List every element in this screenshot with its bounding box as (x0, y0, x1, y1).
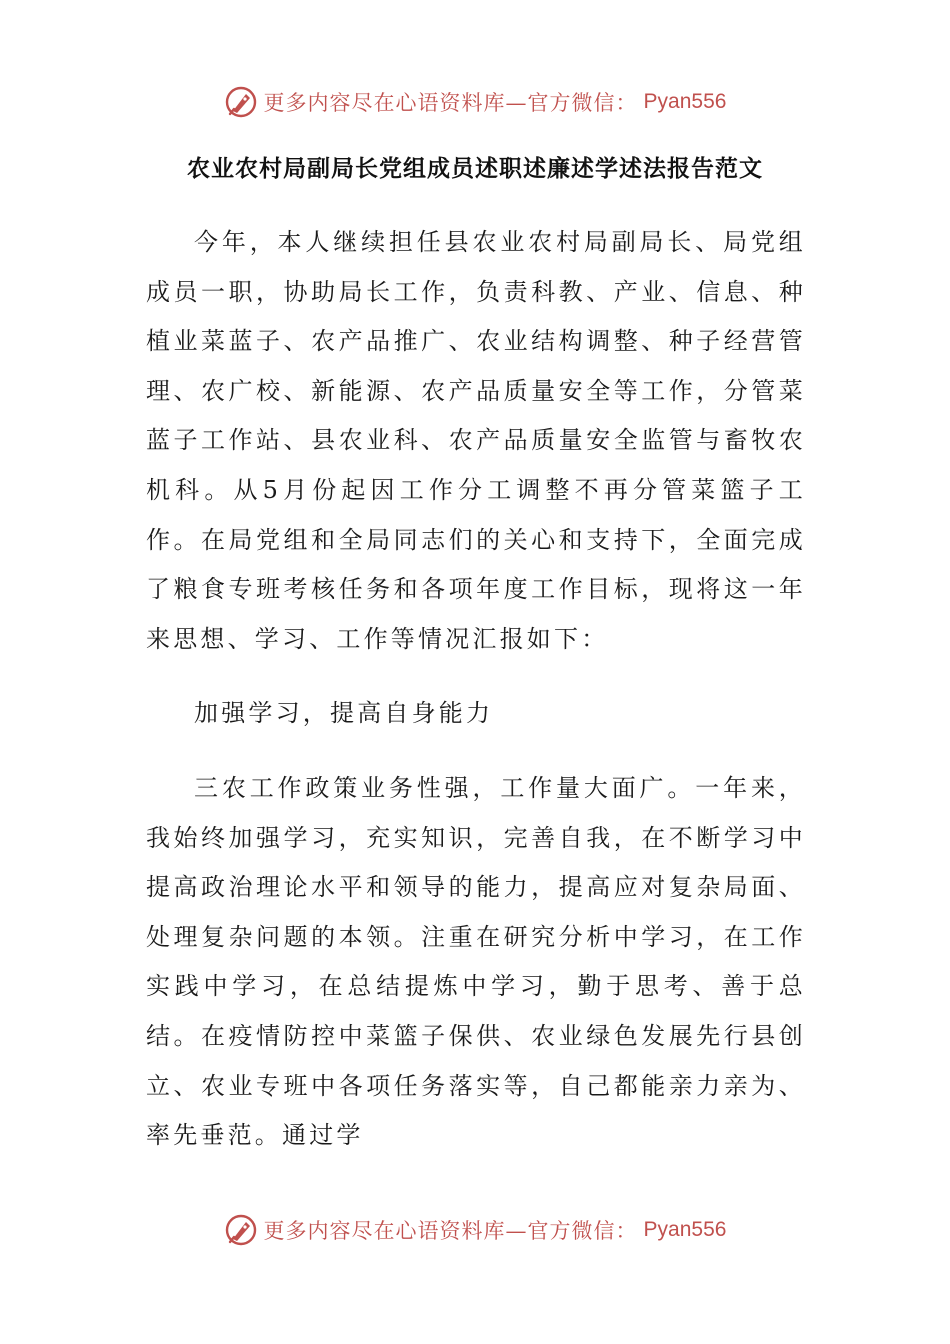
pen-nib-logo-icon (224, 85, 258, 119)
paragraph: 三农工作政策业务性强，工作量大面广。一年来，我始终加强学习，充实知识，完善自我，在不断学习中提高政治理论水平和领导的能力，提高应对复杂局面、处理复杂问题的本领。注重在研究分析中学习，在工作实践中学习，在总结提炼中学习，勤于思考、善于总结。在疫情防控中菜篮子保供、农业绿色发展先行县创立、农业专班中各项任务落实等，自己都能亲力亲为、率先垂范。通过学 (146, 773, 806, 1150)
pen-nib-logo-icon (224, 1213, 258, 1247)
document-title: 农业农村局副局长党组成员述职述廉述学述法报告范文 (187, 155, 763, 182)
section-heading: 加强学习，提高自身能力 (194, 699, 494, 728)
wechat-id: Pyan556 (643, 90, 727, 113)
document-body (146, 218, 806, 1161)
footer-banner (0, 1210, 950, 1250)
banner-text: 更多内容尽在心语资料库—官方微信： (263, 1219, 638, 1243)
header-banner (0, 82, 950, 122)
paragraph: 今年，本人继续担任县农业农村局副局长、局党组成员一职，协助局长工作，负责科教、产业、信息、种植业菜蓝子、农产品推广、农业结构调整、种子经营管理、农广校、新能源、农产品质量安全等工作，分管菜蓝子工作站、县农业科、农产品质量安全监管与畜牧农机科。从5月份起因工作分工调整不再分管菜篮子工作。在局党组和全局同志们的关心和支持下，全面完成了粮食专班考核任务和各项年度工作目标，现将这一年来思想、学习、工作等情况汇报如下： (146, 228, 806, 653)
wechat-id: Pyan556 (643, 1218, 727, 1241)
banner-text: 更多内容尽在心语资料库—官方微信： (263, 91, 638, 115)
